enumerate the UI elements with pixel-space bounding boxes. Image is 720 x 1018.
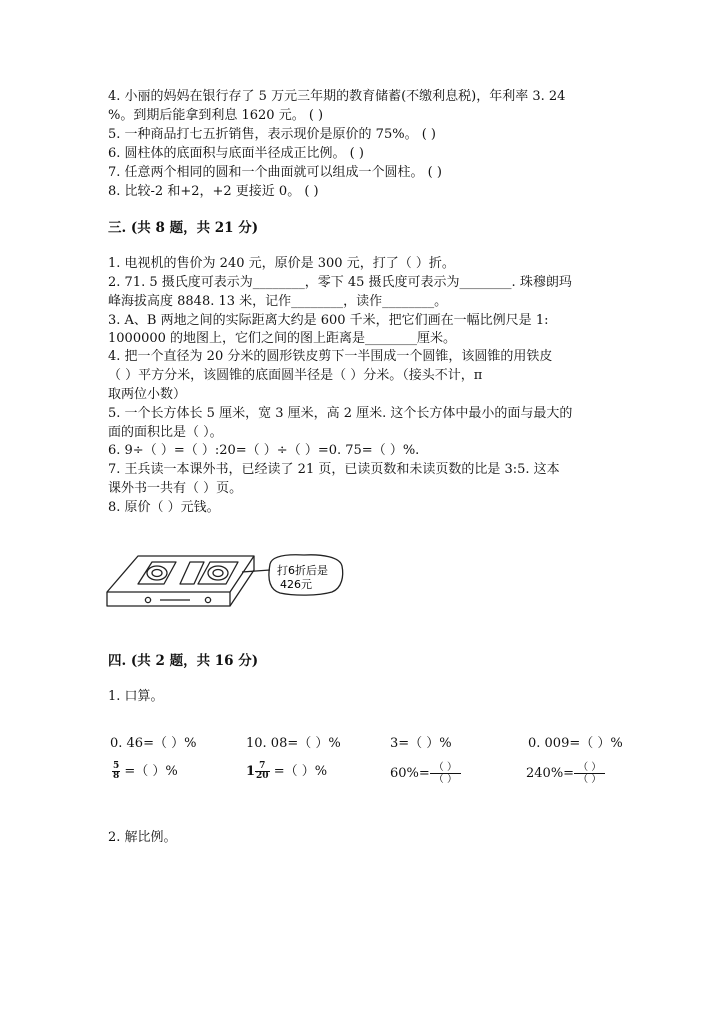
question-line: %。到期后能拿到利息 1620 元。 ( ): [108, 108, 324, 123]
calc-item: 240%= $\frac{( )}{( )}$: [526, 762, 605, 785]
question-line: 3. A、B 两地之间的实际距离大约是 600 千米，把它们画在一幅比例尺是 1:: [108, 313, 549, 328]
calc-item: 10. 08=（ ）%: [246, 736, 341, 751]
calc-item: 1 $\frac{7}{20}$ =（ ）%: [246, 761, 328, 781]
section-heading: 三. (共 8 题，共 21 分): [108, 220, 259, 236]
question-title: 2. 解比例。: [108, 830, 177, 845]
question-line: 7. 王兵读一本课外书，已经读了 21 页，已读页数和未读页数的比是 3:5. 这本: [108, 462, 560, 477]
calc-item: 3=（ ）%: [390, 736, 452, 751]
bubble-text: 打6折后是: [277, 564, 328, 577]
question-line: 8. 原价（ ）元钱。: [108, 500, 220, 515]
question-title: 1. 口算。: [108, 689, 164, 704]
question-line: 5. 一个长方体长 5 厘米，宽 3 厘米，高 2 厘米. 这个长方体中最小的面与最大的: [108, 406, 573, 421]
fraction: $\frac{( )}{( )}$: [430, 762, 461, 785]
question-line: 2. 71. 5 摄氏度可表示为________，零下 45 摄氏度可表示为________. 珠穆朗玛: [108, 275, 572, 290]
bubble-text: 426元: [280, 578, 312, 591]
question-line: （ ）平方分米，该圆锥的底面圆半径是（ ）分米。（接头不计，π: [108, 368, 483, 383]
question-line: 1. 电视机的售价为 240 元，原价是 300 元，打了（ ）折。: [108, 256, 455, 271]
question-line: 7. 任意两个相同的圆和一个曲面就可以组成一个圆柱。 ( ): [108, 165, 442, 180]
question-line: 4. 小丽的妈妈在银行存了 5 万元三年期的教育储蓄(不缴利息税)，年利率 3. 24: [108, 89, 566, 104]
fraction: $\frac{7}{20}$: [256, 761, 269, 781]
calc-item: 0. 009=（ ）%: [528, 736, 623, 751]
calc-item: $\frac{5}{8}$ =（ ）%: [113, 761, 178, 781]
fraction: $\frac{( )}{( )}$: [574, 762, 605, 785]
question-line: 峰海拔高度 8848. 13 米，记作________，读作________。: [108, 294, 448, 309]
question-line: 面的面积比是（ ）。: [108, 425, 223, 440]
gas-stove-illustration: [104, 548, 354, 616]
section-heading: 四. (共 2 题，共 16 分): [108, 653, 259, 669]
question-line: 5. 一种商品打七五折销售，表示现价是原价的 75%。 ( ): [108, 127, 436, 142]
question-line: 6. 9÷（ ）=（ ）:20=（ ）÷（ ）=0. 75=（ ）%.: [108, 443, 420, 458]
question-line: 8. 比较-2 和+2，+2 更接近 0。 ( ): [108, 184, 319, 199]
calc-item: 0. 46=（ ）%: [110, 736, 197, 751]
question-line: 取两位小数）: [108, 387, 187, 402]
question-line: 课外书一共有（ ）页。: [108, 481, 243, 496]
calc-item: 60%= $\frac{( )}{( )}$: [390, 762, 461, 785]
question-line: 6. 圆柱体的底面积与底面半径成正比例。 ( ): [108, 146, 364, 161]
fraction: $\frac{5}{8}$: [113, 761, 120, 781]
question-line: 4. 把一个直径为 20 分米的圆形铁皮剪下一半围成一个圆锥，该圆锥的用铁皮: [108, 349, 553, 364]
question-line: 1000000 的地图上，它们之间的图上距离是________厘米。: [108, 331, 457, 346]
